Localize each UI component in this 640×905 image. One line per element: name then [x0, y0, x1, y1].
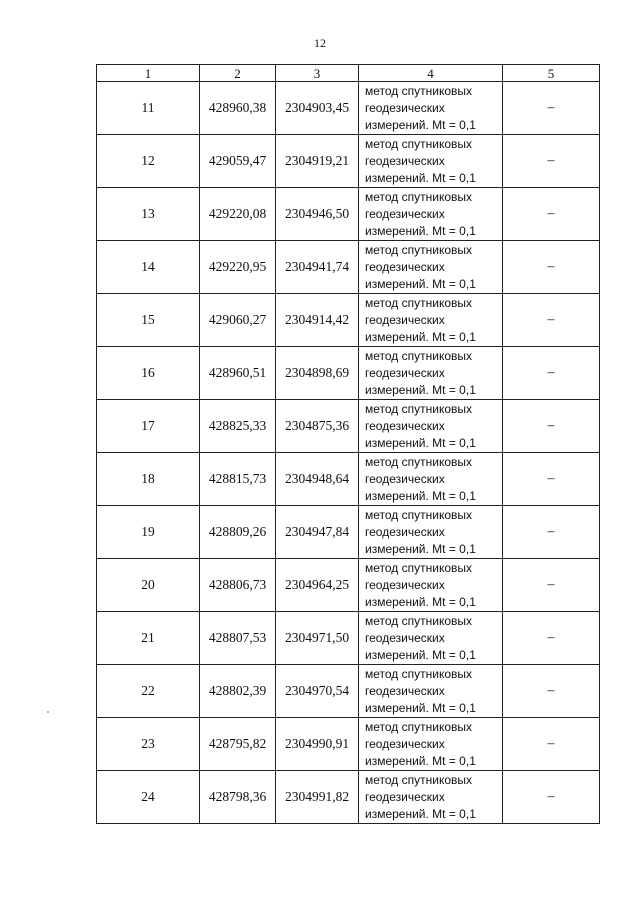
cell-method: метод спутниковых геодезических измерений. Mt = 0,1 — [359, 400, 503, 453]
cell-coordinate-x: 429059,47 — [200, 135, 276, 188]
cell-coordinate-y: 2304991,82 — [276, 771, 359, 824]
cell-point-number: 11 — [97, 82, 200, 135]
cell-description: – — [503, 559, 600, 612]
cell-coordinate-y: 2304946,50 — [276, 188, 359, 241]
cell-description: – — [503, 718, 600, 771]
cell-point-number: 12 — [97, 135, 200, 188]
table-row — [97, 241, 600, 294]
table-row — [97, 294, 600, 347]
cell-point-number: 18 — [97, 453, 200, 506]
cell-point-number: 17 — [97, 400, 200, 453]
cell-method: метод спутниковых геодезических измерений. Mt = 0,1 — [359, 506, 503, 559]
cell-point-number: 15 — [97, 294, 200, 347]
cell-coordinate-y: 2304914,42 — [276, 294, 359, 347]
table-header — [97, 65, 600, 82]
cell-description: – — [503, 188, 600, 241]
cell-description: – — [503, 400, 600, 453]
cell-coordinate-y: 2304970,54 — [276, 665, 359, 718]
header-col-5: 5 — [503, 65, 600, 82]
cell-coordinate-y: 2304947,84 — [276, 506, 359, 559]
cell-point-number: 14 — [97, 241, 200, 294]
cell-coordinate-x: 428825,33 — [200, 400, 276, 453]
cell-point-number: 22 — [97, 665, 200, 718]
cell-description: – — [503, 453, 600, 506]
cell-description: – — [503, 241, 600, 294]
cell-coordinate-x: 428815,73 — [200, 453, 276, 506]
cell-coordinate-y: 2304964,25 — [276, 559, 359, 612]
table-row — [97, 135, 600, 188]
cell-coordinate-y: 2304941,74 — [276, 241, 359, 294]
cell-coordinate-y: 2304898,69 — [276, 347, 359, 400]
cell-method: метод спутниковых геодезических измерений. Mt = 0,1 — [359, 188, 503, 241]
coordinates-table — [96, 64, 600, 824]
cell-coordinate-y: 2304903,45 — [276, 82, 359, 135]
cell-method: метод спутниковых геодезических измерений. Mt = 0,1 — [359, 771, 503, 824]
cell-method: метод спутниковых геодезических измерений. Mt = 0,1 — [359, 559, 503, 612]
table-row — [97, 718, 600, 771]
cell-method: метод спутниковых геодезических измерений. Mt = 0,1 — [359, 294, 503, 347]
cell-coordinate-y: 2304875,36 — [276, 400, 359, 453]
cell-coordinate-x: 428960,38 — [200, 82, 276, 135]
cell-coordinate-x: 428798,36 — [200, 771, 276, 824]
cell-coordinate-x: 428809,26 — [200, 506, 276, 559]
cell-method: метод спутниковых геодезических измерений. Mt = 0,1 — [359, 718, 503, 771]
table-row — [97, 506, 600, 559]
cell-coordinate-y: 2304948,64 — [276, 453, 359, 506]
cell-description: – — [503, 665, 600, 718]
cell-coordinate-x: 428795,82 — [200, 718, 276, 771]
cell-coordinate-y: 2304971,50 — [276, 612, 359, 665]
cell-method: метод спутниковых геодезических измерений. Mt = 0,1 — [359, 135, 503, 188]
table-row — [97, 400, 600, 453]
cell-description: – — [503, 82, 600, 135]
cell-coordinate-x: 429220,95 — [200, 241, 276, 294]
cell-coordinate-x: 429220,08 — [200, 188, 276, 241]
cell-method: метод спутниковых геодезических измерений. Mt = 0,1 — [359, 82, 503, 135]
cell-method: метод спутниковых геодезических измерений. Mt = 0,1 — [359, 665, 503, 718]
cell-description: – — [503, 506, 600, 559]
page-number: 12 — [314, 36, 326, 50]
cell-description: – — [503, 135, 600, 188]
header-col-3: 3 — [276, 65, 359, 82]
cell-point-number: 13 — [97, 188, 200, 241]
table-row — [97, 559, 600, 612]
cell-point-number: 21 — [97, 612, 200, 665]
cell-coordinate-x: 429060,27 — [200, 294, 276, 347]
table-row — [97, 612, 600, 665]
header-col-2: 2 — [200, 65, 276, 82]
cell-method: метод спутниковых геодезических измерений. Mt = 0,1 — [359, 612, 503, 665]
scan-speck — [47, 711, 49, 713]
cell-description: – — [503, 612, 600, 665]
cell-method: метод спутниковых геодезических измерений. Mt = 0,1 — [359, 241, 503, 294]
table-row — [97, 453, 600, 506]
cell-point-number: 19 — [97, 506, 200, 559]
table-row — [97, 188, 600, 241]
cell-description: – — [503, 347, 600, 400]
table-row — [97, 665, 600, 718]
cell-description: – — [503, 294, 600, 347]
header-col-4: 4 — [359, 65, 503, 82]
header-col-1: 1 — [97, 65, 200, 82]
header-row — [97, 65, 600, 82]
cell-coordinate-y: 2304919,21 — [276, 135, 359, 188]
table-row — [97, 771, 600, 824]
cell-method: метод спутниковых геодезических измерений. Mt = 0,1 — [359, 347, 503, 400]
table-body — [97, 82, 600, 824]
table-row — [97, 82, 600, 135]
cell-method: метод спутниковых геодезических измерений. Mt = 0,1 — [359, 453, 503, 506]
cell-coordinate-y: 2304990,91 — [276, 718, 359, 771]
cell-point-number: 16 — [97, 347, 200, 400]
cell-description: – — [503, 771, 600, 824]
cell-coordinate-x: 428806,73 — [200, 559, 276, 612]
cell-point-number: 24 — [97, 771, 200, 824]
cell-point-number: 23 — [97, 718, 200, 771]
cell-coordinate-x: 428960,51 — [200, 347, 276, 400]
cell-coordinate-x: 428802,39 — [200, 665, 276, 718]
cell-coordinate-x: 428807,53 — [200, 612, 276, 665]
cell-point-number: 20 — [97, 559, 200, 612]
table-row — [97, 347, 600, 400]
